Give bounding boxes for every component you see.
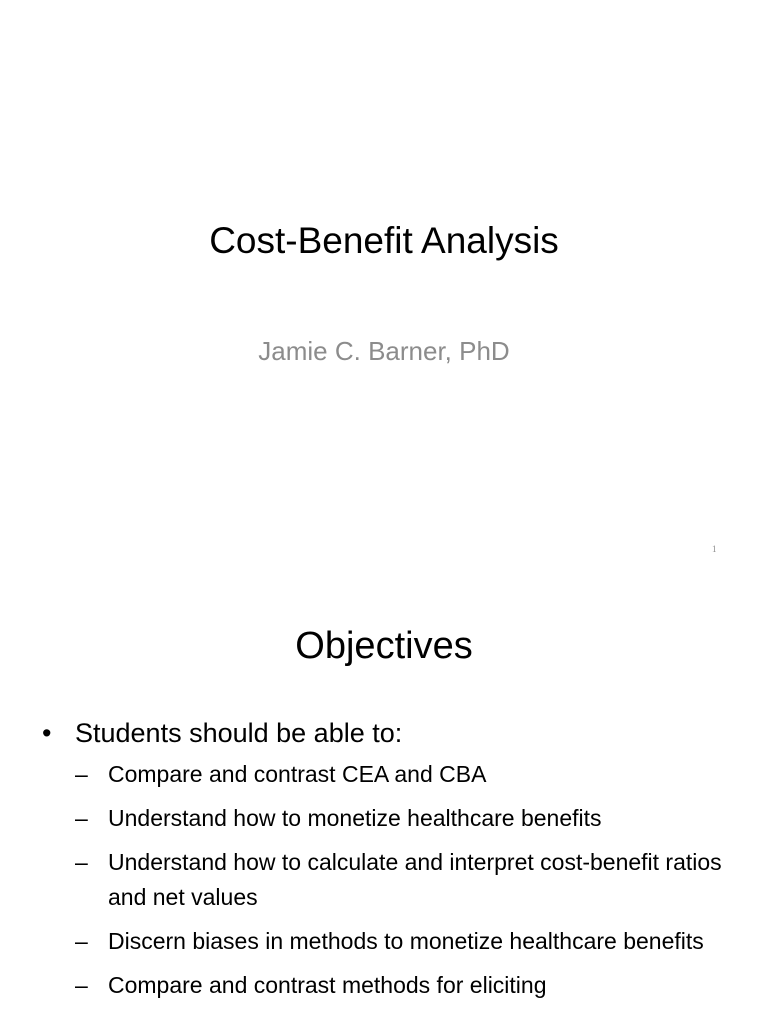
sub-bullet-list: [75, 757, 742, 1003]
page-number: 1: [712, 544, 717, 554]
objectives-slide: [0, 575, 768, 1024]
bullet-item: [42, 715, 742, 1003]
bullet-list: [42, 715, 742, 1012]
slide-title: Objectives: [295, 625, 473, 667]
sub-bullet-item: – Compare and contrast methods for eliciting: [75, 968, 728, 1003]
sub-bullet-item: – Discern biases in methods to monetize healthcare benefits: [75, 924, 728, 959]
slide-title: Cost-Benefit Analysis: [209, 220, 559, 261]
sub-bullet-item: – Understand how to calculate and interpret cost-benefit ratios and net values: [75, 845, 728, 915]
sub-bullet-item: – Understand how to monetize healthcare benefits: [75, 801, 728, 836]
bullet-text: Students should be able to:: [75, 718, 403, 748]
slide-subtitle: Jamie C. Barner, PhD: [258, 336, 510, 366]
sub-bullet-item: – Compare and contrast CEA and CBA: [75, 757, 728, 792]
